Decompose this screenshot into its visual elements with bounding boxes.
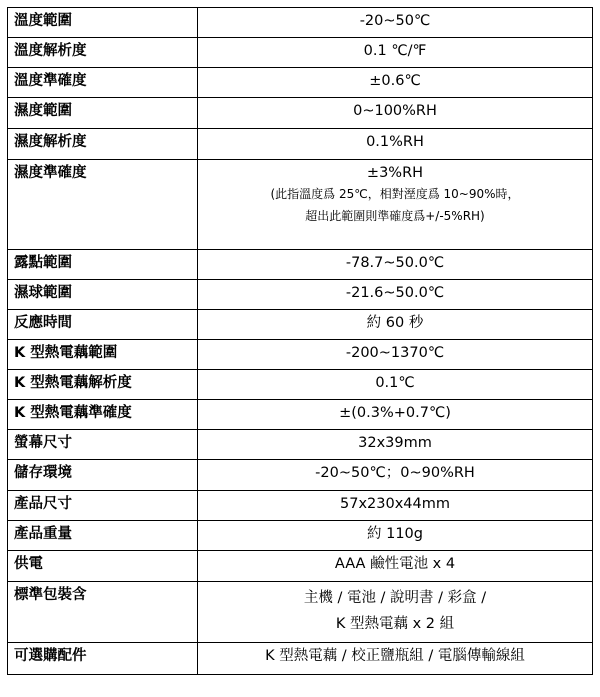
spec-label: K 型熱電藕解析度 <box>8 370 198 400</box>
spec-table <box>7 7 593 675</box>
spec-label: K 型熱電藕範圍 <box>8 340 198 370</box>
spec-footnote-line-2: 超出此範圍則準確度爲+/-5%RH) <box>305 209 485 223</box>
spec-value-cell <box>198 582 593 643</box>
spec-row-temp-resolution <box>8 38 593 68</box>
spec-value: 約 60 秒 <box>198 310 593 340</box>
spec-value: ±0.6℃ <box>198 68 593 98</box>
spec-row-temp-accuracy <box>8 68 593 98</box>
spec-value: 約 110g <box>198 521 593 551</box>
spec-value: -20~50℃ <box>198 8 593 38</box>
spec-label: 濕度準確度 <box>8 160 198 250</box>
spec-value: 0.1 ℃/℉ <box>198 38 593 68</box>
spec-value-line-1: 主機 / 電池 / 說明書 / 彩盒 / <box>303 590 487 606</box>
spec-value: -20~50℃；0~90%RH <box>198 460 593 491</box>
spec-label: 露點範圍 <box>8 250 198 280</box>
spec-value: ±3%RH <box>366 165 424 181</box>
spec-label: 供電 <box>8 551 198 582</box>
spec-value: -21.6~50.0℃ <box>198 280 593 310</box>
spec-value-cell <box>198 160 593 250</box>
spec-value: 0.1℃ <box>198 370 593 400</box>
spec-label: 溫度解析度 <box>8 38 198 68</box>
spec-value: 57x230x44mm <box>198 491 593 521</box>
spec-row-ktype-accuracy <box>8 400 593 430</box>
spec-value: AAA 鹼性電池 x 4 <box>198 551 593 582</box>
spec-row-package <box>8 582 593 643</box>
spec-footnote-line-1: (此指溫度爲 25℃，相對溼度爲 10~90%時， <box>270 187 520 201</box>
spec-row-temp-range <box>8 8 593 38</box>
spec-label: 溫度準確度 <box>8 68 198 98</box>
spec-value: 32x39mm <box>198 430 593 460</box>
spec-value: 0.1%RH <box>198 129 593 160</box>
spec-value: 0~100%RH <box>198 98 593 129</box>
spec-label: 螢幕尺寸 <box>8 430 198 460</box>
spec-label: 產品重量 <box>8 521 198 551</box>
spec-row-ktype-range <box>8 340 593 370</box>
spec-label: 濕度範圍 <box>8 98 198 129</box>
spec-label: 濕球範圍 <box>8 280 198 310</box>
spec-value: -200~1370℃ <box>198 340 593 370</box>
spec-row-storage <box>8 460 593 491</box>
spec-row-humidity-range <box>8 98 593 129</box>
spec-row-response-time <box>8 310 593 340</box>
spec-label: K 型熱電藕準確度 <box>8 400 198 430</box>
spec-row-humidity-accuracy <box>8 160 593 250</box>
spec-label: 溫度範圍 <box>8 8 198 38</box>
spec-label: 儲存環境 <box>8 460 198 491</box>
spec-label: 反應時間 <box>8 310 198 340</box>
spec-row-dewpoint-range <box>8 250 593 280</box>
spec-label: 產品尺寸 <box>8 491 198 521</box>
spec-row-product-size <box>8 491 593 521</box>
spec-label: 可選購配件 <box>8 643 198 675</box>
spec-row-wetbulb-range <box>8 280 593 310</box>
spec-value-line-2: K 型熱電藕 x 2 組 <box>335 616 455 632</box>
spec-label: 標準包裝含 <box>8 582 198 643</box>
spec-value: -78.7~50.0℃ <box>198 250 593 280</box>
spec-value: K 型熱電藕 / 校正鹽瓶組 / 電腦傳輸線組 <box>198 643 593 675</box>
spec-row-ktype-resolution <box>8 370 593 400</box>
spec-row-humidity-resolution <box>8 129 593 160</box>
spec-label: 濕度解析度 <box>8 129 198 160</box>
spec-row-optional <box>8 643 593 675</box>
spec-row-weight <box>8 521 593 551</box>
spec-row-screen-size <box>8 430 593 460</box>
spec-row-power <box>8 551 593 582</box>
spec-value: ±(0.3%+0.7℃) <box>198 400 593 430</box>
